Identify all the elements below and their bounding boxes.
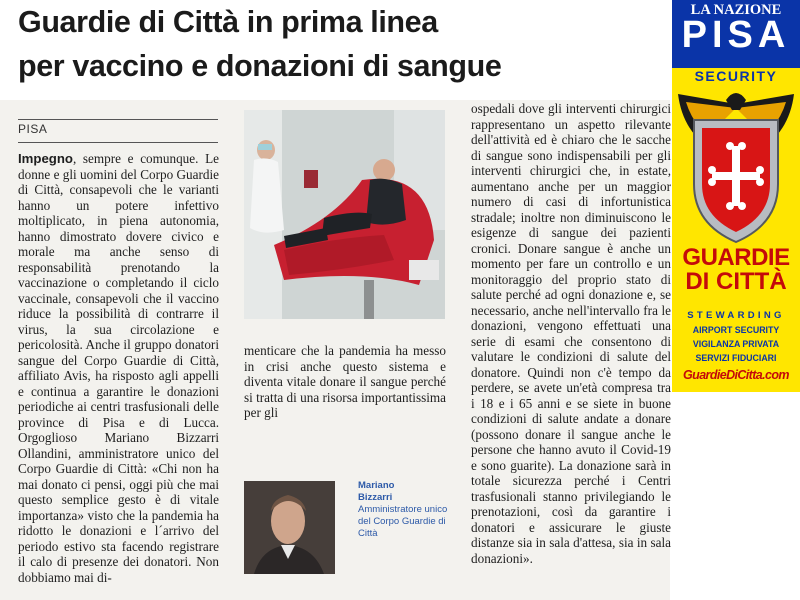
kicker-rule-top [18,119,218,120]
article-column-2: menticare che la pandemia ha messo in crisi anche questo sistema e diventa vitale donare il sangue perché si tratta di una risorsa importantissima per gli [244,343,446,420]
caption-name-line-1: Mariano [358,480,395,491]
logo-service-fiduciari: SERVIZI FIDUCIARI [695,353,777,363]
portrait-illustration [244,481,335,574]
logo-city: PISA [681,14,791,56]
pisa-cross-shield-icon [694,120,778,242]
logo-brand-line-2: DI CITTÀ [685,268,787,295]
blood-donation-photo [244,110,445,319]
logo-security: SECURITY [672,68,800,84]
article-col1-text: , sempre e comunque. Le donne e gli uomini del Corpo Guardie di Città, consapevoli che le varianti hanno un potere infettivo moltiplicato, in piena autonomia, hanno dimostrato dovere civico e morale ma anche senso di responsabilità prenotando la vaccinazione o completando il ciclo vaccinale, consapevoli che il vaccino riduce la possibilità di contrarre il virus, la sua circolazione e pericolosità. Anche il gruppo donatori sangue del Corpo Guardie di Città, affiliato Avis, ha risposto agli appelli e continua a garantire le donazioni periodiche ai centri trasfusionali delle province di Pisa e di Lucca. Orgoglioso Mariano Bizzarri Ollandini, amministratore unico del Corpo Guardie di Città: «Chi non ha mai donato ci pensi, oggi più che mai questo semplice gesto è di vitale importanza» visto che la pandemia ha ridotto le donazioni e l´arrivo del periodo estivo sta facendo registrare il calo di presenze dei donatori. Non dobbiamo mai di- [18,151,219,585]
kicker-rule-bottom [18,142,218,143]
photo-caption [358,480,448,540]
caption-role: Amministratore unico del Corpo Guardie di Città [358,504,448,539]
section-kicker: PISA [18,122,48,136]
article-lead: Impegno [18,151,73,166]
logo-service-stewarding: STEWARDING [687,310,785,321]
article-column-1 [18,151,219,585]
caption-name-line-2: Bizzarri [358,492,393,503]
guardie-di-citta-logo [672,0,800,392]
logo-brand-line-1: GUARDIE [682,244,790,271]
headline [18,0,678,88]
logo-newspaper-name: LA NAZIONE [690,2,782,18]
headline-line-1: Guardie di Città in prima linea [18,5,438,39]
logo-service-airport-security: AIRPORT SECURITY [692,325,780,335]
logo-service-vigilanza: VIGILANZA PRIVATA [692,339,780,349]
logo-website: GuardieDiCitta.com [683,368,789,382]
blood-donation-illustration [244,110,445,319]
crest-emblem [672,86,800,246]
headline-line-2: per vaccino e donazioni di sangue [18,49,502,83]
article-column-3: ospedali dove gli interventi chirurgici rappresentano un aspetto rilevante dell'attività ed è chiaro che le sacche di sangue sono indispensabili per gli interventi chirurgici che, in estate, aumentano anche per un maggior numero di casi di infortunistica stradale; inoltre non diminuiscono le esigenze di sangue dei pazienti cronici. Donare sangue è anche un momento per fare un controllo e un monitoraggio del proprio stato di salute perché ad ogni donazione e, se necessario, anche nell'intervallo fra le donazioni, vengono effettuati una serie di esami che consentono di valutare le condizioni di salute del donatore. Quindi non c'è tempo da perdere, se avete un'età compresa tra i 18 e i 65 anni e se siete in buone condizioni di salute andate a donare (possono donare il sangue anche le persone che hanno avuto il Covid-19 e sono guarite). La donazione sarà in totale sicurezza perché i Centri trasfusionali stanno privilegiando le prenotazioni, così da garantire i donatori e assicurare le giuste distanze sia in sala d'attesa, sia in sala donazioni». [471,101,671,566]
mariano-bizzarri-portrait [244,481,335,574]
